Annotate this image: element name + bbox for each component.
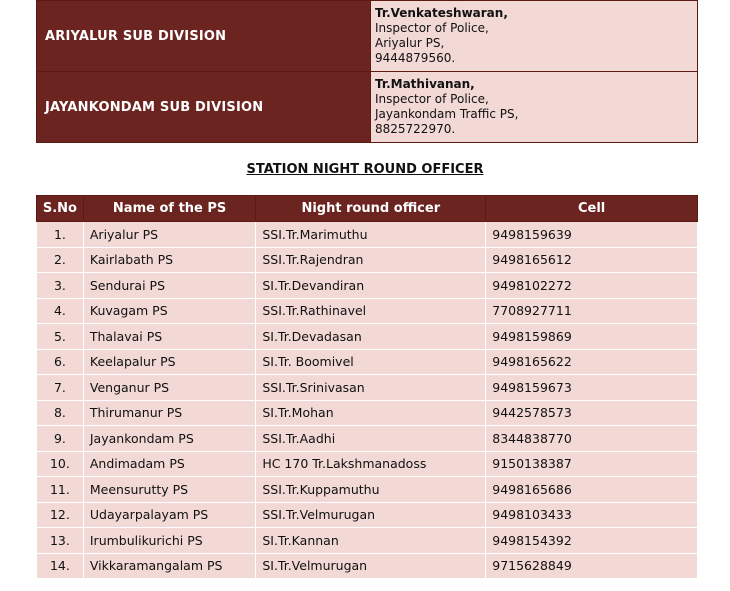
header-sno: S.No [37, 196, 84, 222]
cell-sno: 4. [37, 298, 84, 324]
officer-name: Tr.Venkateshwaran, [375, 6, 508, 20]
cell-ps-name: Andimadam PS [83, 451, 255, 477]
cell-phone: 9498159869 [486, 324, 698, 350]
cell-phone: 9498165686 [486, 477, 698, 503]
division-name: ARIYALUR SUB DIVISION [37, 1, 371, 72]
cell-sno: 10. [37, 451, 84, 477]
cell-ps-name: Kuvagam PS [83, 298, 255, 324]
officer-name: Tr.Mathivanan, [375, 77, 475, 91]
cell-officer: HC 170 Tr.Lakshmanadoss [256, 451, 486, 477]
cell-sno: 12. [37, 502, 84, 528]
cell-ps-name: Meensurutty PS [83, 477, 255, 503]
header-ps-name: Name of the PS [83, 196, 255, 222]
cell-ps-name: Thalavai PS [83, 324, 255, 350]
officer-designation: Inspector of Police, [375, 21, 489, 35]
officer-phone: 9444879560. [375, 51, 456, 65]
cell-phone: 7708927711 [486, 298, 698, 324]
table-row [37, 349, 698, 375]
table-row [37, 426, 698, 452]
table-row [37, 273, 698, 299]
table-row [37, 375, 698, 401]
cell-ps-name: Ariyalur PS [83, 222, 255, 248]
cell-sno: 9. [37, 426, 84, 452]
officer-designation: Inspector of Police, [375, 92, 489, 106]
table-row [37, 222, 698, 248]
table-header-row [37, 196, 698, 222]
cell-phone: 9715628849 [486, 553, 698, 579]
cell-phone: 9498159673 [486, 375, 698, 401]
cell-sno: 7. [37, 375, 84, 401]
cell-sno: 13. [37, 528, 84, 554]
table-row [37, 324, 698, 350]
cell-officer: SI.Tr.Kannan [256, 528, 486, 554]
division-officer [371, 72, 698, 143]
cell-officer: SSI.Tr.Marimuthu [256, 222, 486, 248]
table-row [37, 477, 698, 503]
cell-phone: 8344838770 [486, 426, 698, 452]
cell-phone: 9498165612 [486, 247, 698, 273]
night-round-table [36, 195, 698, 579]
header-cell: Cell [486, 196, 698, 222]
cell-officer: SI.Tr.Devadasan [256, 324, 486, 350]
cell-ps-name: Irumbulikurichi PS [83, 528, 255, 554]
table-row [37, 528, 698, 554]
cell-phone: 9498165622 [486, 349, 698, 375]
cell-ps-name: Vikkaramangalam PS [83, 553, 255, 579]
cell-officer: SSI.Tr.Velmurugan [256, 502, 486, 528]
table-row [37, 451, 698, 477]
cell-ps-name: Kairlabath PS [83, 247, 255, 273]
cell-ps-name: Venganur PS [83, 375, 255, 401]
cell-officer: SI.Tr.Devandiran [256, 273, 486, 299]
cell-phone: 9498159639 [486, 222, 698, 248]
cell-ps-name: Jayankondam PS [83, 426, 255, 452]
division-row [37, 1, 698, 72]
cell-officer: SSI.Tr.Srinivasan [256, 375, 486, 401]
table-row [37, 247, 698, 273]
cell-phone: 9442578573 [486, 400, 698, 426]
cell-phone: 9150138387 [486, 451, 698, 477]
cell-officer: SI.Tr.Mohan [256, 400, 486, 426]
cell-phone: 9498154392 [486, 528, 698, 554]
officer-phone: 8825722970. [375, 122, 456, 136]
division-row [37, 72, 698, 143]
cell-officer: SSI.Tr.Rathinavel [256, 298, 486, 324]
division-officer [371, 1, 698, 72]
cell-sno: 5. [37, 324, 84, 350]
cell-officer: SSI.Tr.Kuppamuthu [256, 477, 486, 503]
table-row [37, 400, 698, 426]
header-officer: Night round officer [256, 196, 486, 222]
cell-ps-name: Keelapalur PS [83, 349, 255, 375]
cell-phone: 9498103433 [486, 502, 698, 528]
officer-station: Jayankondam Traffic PS, [375, 107, 519, 121]
cell-sno: 2. [37, 247, 84, 273]
officer-station: Ariyalur PS, [375, 36, 445, 50]
cell-sno: 6. [37, 349, 84, 375]
table-row [37, 298, 698, 324]
cell-sno: 8. [37, 400, 84, 426]
division-name: JAYANKONDAM SUB DIVISION [37, 72, 371, 143]
cell-officer: SI.Tr.Velmurugan [256, 553, 486, 579]
cell-officer: SSI.Tr.Aadhi [256, 426, 486, 452]
cell-sno: 1. [37, 222, 84, 248]
cell-sno: 11. [37, 477, 84, 503]
table-row [37, 502, 698, 528]
cell-sno: 14. [37, 553, 84, 579]
cell-officer: SSI.Tr.Rajendran [256, 247, 486, 273]
cell-ps-name: Thirumanur PS [83, 400, 255, 426]
cell-phone: 9498102272 [486, 273, 698, 299]
cell-officer: SI.Tr. Boomivel [256, 349, 486, 375]
table-row [37, 553, 698, 579]
section-title: STATION NIGHT ROUND OFFICER [246, 162, 484, 177]
sub-division-table [36, 0, 698, 143]
cell-ps-name: Sendurai PS [83, 273, 255, 299]
cell-sno: 3. [37, 273, 84, 299]
cell-ps-name: Udayarpalayam PS [83, 502, 255, 528]
